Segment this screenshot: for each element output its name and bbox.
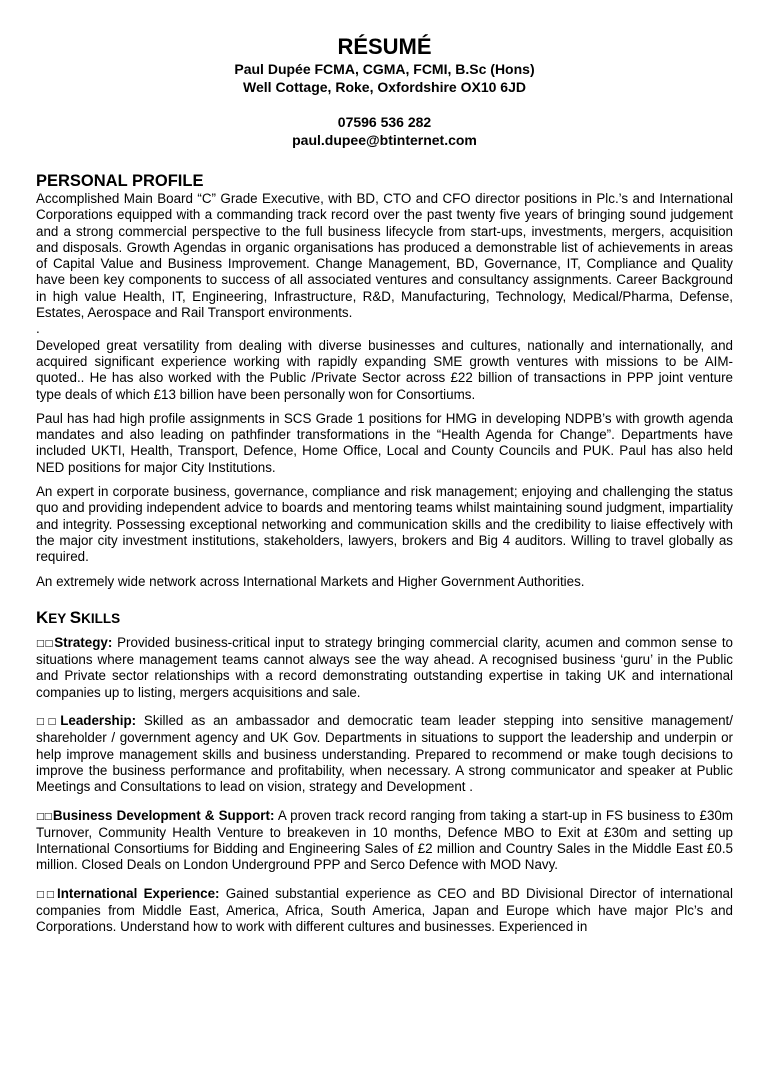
resume-title: RÉSUMÉ (337, 34, 432, 59)
skill-label: Leadership: (60, 713, 137, 729)
checkbox-bullet-icon: □□ (36, 811, 52, 822)
profile-paragraph-2: Developed great versatility from dealing with diverse businesses and cultures, nationally and internationally, and acquired significant experience working with rapidly expanding SME growth ventures with missions to be AIM-quoted.. He has also worked with the Public /Private Sector across £22 billion of transactions in PPP joint venture type deals of which £13 billion have been personally won for Consortiums. (36, 337, 733, 402)
checkbox-bullet-icon: □□ (36, 717, 60, 728)
resume-header (36, 34, 733, 149)
personal-profile-heading: PERSONAL PROFILE (36, 172, 204, 190)
address: Well Cottage, Roke, Oxfordshire OX10 6JD (243, 79, 526, 95)
profile-paragraph-5: An extremely wide network across International Markets and Higher Government Authorities. (36, 573, 585, 589)
skill-text: Provided business-critical input to strategy bringing commercial clarity, acumen and common sense to situations where management teams cannot always see the way ahead. A recognised business ‘guru’ in the Public and Private sector relationships with a record demonstrating outstanding expertise in taking UK and international companies up to listing, mergers acquisitions and sale. (36, 634, 733, 700)
resume-page (36, 34, 733, 936)
phone-number: 07596 536 282 (337, 114, 432, 130)
profile-paragraph-4: An expert in corporate business, governance, compliance and risk management; enjoying and challenging the status quo and providing independent advice to boards and mentoring teams whilst maintaining sound judgment, impartiality and integrity. Possessing exceptional networking and communication skills and the credibility to liaise effectively with the major city investment institutions, stakeholders, lawyers, brokers and Big 4 auditors. Willing to travel globally as required. (36, 484, 733, 565)
skill-label: Strategy: (54, 634, 113, 650)
skill-label: Business Development & Support: (52, 807, 275, 823)
skill-label: International Experience: (57, 885, 220, 901)
name-credentials: Paul Dupée FCMA, CGMA, FCMI, B.Sc (Hons) (234, 61, 535, 77)
skills-list (36, 635, 733, 936)
email-address: paul.dupee@btinternet.com (292, 132, 477, 148)
skill-international-experience (36, 886, 733, 936)
profile-paragraph-1: Accomplished Main Board “C” Grade Executive, with BD, CTO and CFO director positions in Plc.’s and International Corporations equipped with a commanding track record over the past twenty five years of bringing sound judgement and a strong commercial perspective to the full business lifecycle from start-ups, investments, mergers, acquisition and disposals. Growth Agendas in organic organisations has produced a demonstrable list of achievements in areas of Capital Value and Business Improvement. Change Management, BD, Governance, IT, Compliance and Quality have been key components to success of all associated ventures and consultancy assignments. Career Background in high value Health, IT, Engineering, Infrastructure, R&D, Manufacturing, Technology, Medical/Pharma, Defense, Estates, Aerospace and Rail Transport environments. (36, 191, 733, 321)
profile-dot: . (36, 321, 40, 337)
profile-paragraph-3: Paul has had high profile assignments in SCS Grade 1 positions for HMG in developing NDPB’s with growth agenda mandates and also leading on pathfinder transformations in the “Health Agenda for Change”. Departments have included UKTI, Health, Transport, Defence, Home Office, Local and County Councils and PUK. Paul has also held NED positions for major City Institutions. (36, 410, 733, 475)
key-skills-heading: KEY SKILLS (36, 607, 121, 627)
skill-strategy (36, 635, 733, 701)
skill-text: A proven track record ranging from taking a start-up in FS business to £30m Turnover, Community Health Venture to breakeven in 10 months, Defence MBO to Exit at £30m and setting up International Consortiums for Bidding and Engineering Sales of £2 million and Country Sales in the Middle East £0.5 million. Closed Deals on London Underground PPP and Serco Defence with MOD Navy. (36, 807, 733, 873)
skill-leadership (36, 713, 733, 795)
skill-text: Gained substantial experience as CEO and BD Divisional Director of international companies from Middle East, America, Africa, South America, Japan and Europe which have major Plc’s and Corporations. Understand how to work with different cultures and businesses. Experienced in (36, 885, 733, 935)
checkbox-bullet-icon: □□ (36, 638, 54, 649)
skill-business-development (36, 808, 733, 874)
checkbox-bullet-icon: □□ (36, 889, 56, 900)
skill-text: Skilled as an ambassador and democratic team leader stepping into sensitive management/ shareholder / government agency and UK Gov. Departments in situations to support the leadership and underpin or help improve management skills and business understanding. Prepared to recommend or make tough decisions to improve the business performance and profitability, when necessary. A strong communicator and speaker at Public Meetings and Consultations to lead on vision, strategy and Development . (36, 713, 733, 795)
